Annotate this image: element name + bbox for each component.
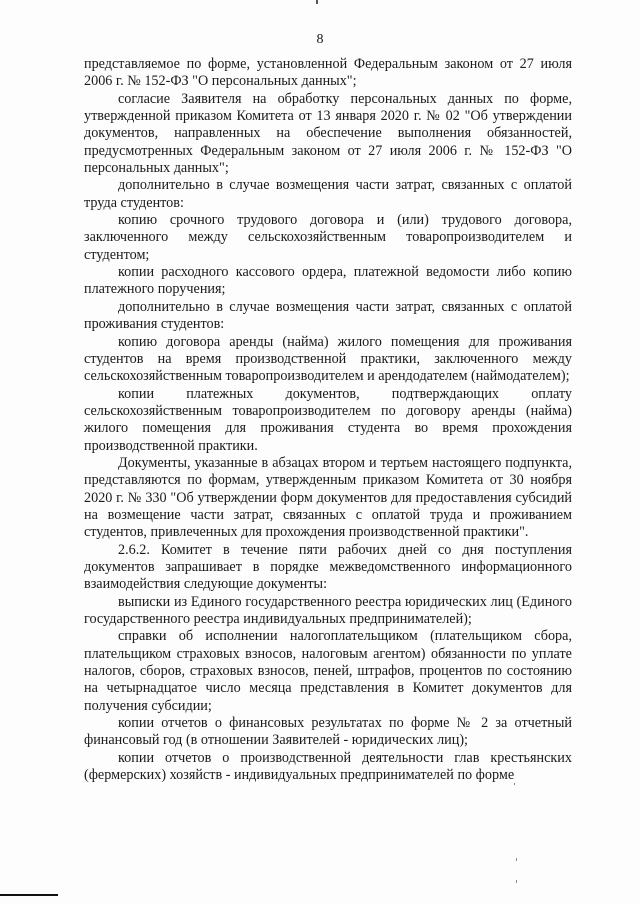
paragraph-3: дополнительно в случае возмещения части затрат, связанных с оплатой труда студентов:	[84, 177, 572, 211]
paragraph-13: копии отчетов о финансовых результатах по форме № 2 за отчетный финансовый год (в отношении Заявителей - юридических лиц);	[84, 715, 572, 749]
paragraph-7: копию договора аренды (найма) жилого помещения для проживания студентов на время производственной практики, заключенного между сельскохозяйственным товаропроизводителем и арендодателем (наймодателем);	[84, 333, 572, 385]
document-body	[84, 56, 572, 784]
footnote-rule	[0, 894, 58, 896]
scan-speck	[516, 858, 517, 861]
paragraph-1: представляемое по форме, установленной Федеральным законом от 27 июля 2006 г. № 152-ФЗ "О персональных данных";	[84, 56, 572, 90]
paragraph-2: согласие Заявителя на обработку персональных данных по форме, утвержденной приказом Комитета от 13 января 2020 г. № 02 "Об утверждении документов, направленных на обеспечение выполнения обязанностей, предусмотренных Федеральным законом от 27 июля 2006 г. № 152-ФЗ "О персональных данных";	[84, 90, 572, 177]
paragraph-9: Документы, указанные в абзацах втором и тертьем настоящего подпункта, представляются по формам, утвержденным приказом Комитета от 30 ноября 2020 г. № 330 "Об утверждении форм документов для предоставления субсидий на возмещение части затрат, связанных с оплатой труда и проживанием студентов, привлеченных для прохождения производственной практики".	[84, 454, 572, 541]
paragraph-8: копии платежных документов, подтверждающих оплату сельскохозяйственным товаропроизводителем по договору аренды (найма) жилого помещения для проживания студента во время прохождения производственной практики.	[84, 385, 572, 454]
paragraph-5: копии расходного кассового ордера, платежной ведомости либо копию платежного поручения;	[84, 264, 572, 298]
paragraph-12: справки об исполнении налогоплательщиком (плательщиком сбора, плательщиком страховых взносов, налоговым агентом) обязанности по уплате налогов, сборов, страховых взносов, пеней, штрафов, процентов по состоянию на четырнадцатое число месяца представления в Комитет документов для получения субсидии;	[84, 628, 572, 714]
paragraph-14: копии отчетов о производственной деятельности глав крестьянских (фермерских) хозяйств - индивидуальных предпринимателей по форме	[84, 749, 572, 784]
paragraph-6: дополнительно в случае возмещения части затрат, связанных с оплатой проживания студентов:	[84, 298, 572, 333]
scan-mark	[316, 0, 318, 4]
paragraph-4: копию срочного трудового договора и (или) трудового договора, заключенного между сельскохозяйственным товаропроизводителем и студентом;	[84, 212, 572, 263]
scan-speck	[514, 783, 515, 785]
paragraph-11: выписки из Единого государственного реестра юридических лиц (Единого государственного реестра индивидуальных предпринимателей);	[84, 593, 572, 627]
scan-speck	[516, 880, 517, 883]
paragraph-10: 2.6.2. Комитет в течение пяти рабочих дней со дня поступления документов запрашивает в порядке межведомственного информационного взаимодействия следующие документы:	[84, 541, 572, 593]
page-number: 8	[316, 32, 324, 47]
